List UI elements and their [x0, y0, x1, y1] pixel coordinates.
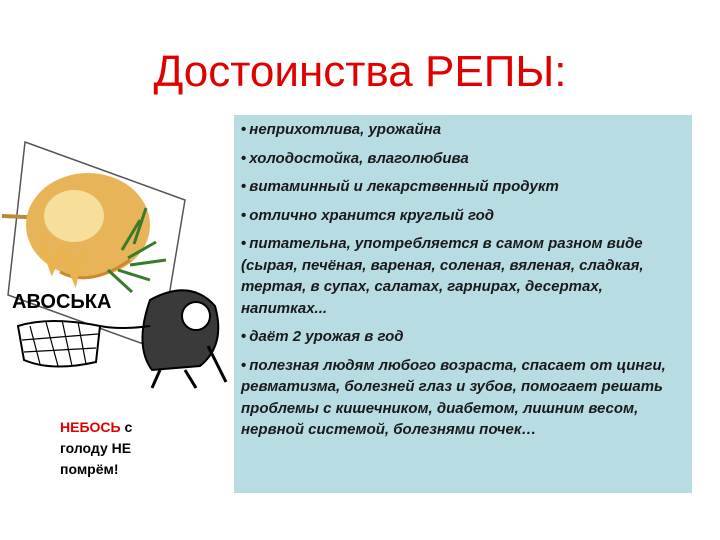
benefit-item [241, 205, 684, 227]
benefit-item [241, 119, 684, 141]
benefit-text: неприхотлива, урожайна [249, 121, 442, 138]
benefit-item [241, 355, 684, 441]
illustration-svg [0, 120, 235, 390]
bullet-icon: • [241, 356, 247, 374]
caption-rest: с голоду НЕ помрём! [60, 419, 133, 477]
bullet-icon: • [241, 328, 247, 345]
benefit-item [241, 233, 684, 319]
bullet-icon: • [241, 178, 247, 195]
benefit-text: холодостойка, влаголюбива [249, 149, 469, 167]
caption [60, 417, 180, 480]
slide-title: Достоинства РЕПЫ: [153, 47, 567, 96]
bullet-icon: • [241, 235, 247, 252]
bullet-icon: • [241, 206, 247, 224]
bullet-icon: • [241, 149, 247, 167]
benefits-panel [234, 115, 692, 493]
caption-accent: НЕБОСЬ [60, 419, 121, 435]
benefit-item [241, 176, 684, 198]
bullet-icon: • [241, 121, 247, 138]
benefit-text: даёт 2 урожая в год [249, 328, 404, 345]
benefit-text: отлично хранится круглый год [249, 206, 495, 224]
benefits-list [241, 119, 684, 441]
benefit-item [241, 148, 684, 170]
banner-text: АВОСЬКА [12, 291, 112, 313]
turnip-illustration [0, 120, 235, 390]
benefit-text: витаминный и лекарственный продукт [249, 178, 559, 195]
benefit-text: питательна, употребляется в самом разном виде (сырая, печёная, вареная, соленая, вяленая, сладкая, тертая, в супах, салатах, гарнирах, десертах, напитках... [241, 235, 644, 317]
benefit-item [241, 326, 684, 348]
benefit-text: полезная людям любого возраста, спасает от цинги, ревматизма, болезней глаз и зубов, помогает решать проблемы с кишечником, диабетом, лишним весом, нервной системой, болезнями почек… [241, 356, 666, 438]
string-bag-icon [18, 320, 100, 367]
